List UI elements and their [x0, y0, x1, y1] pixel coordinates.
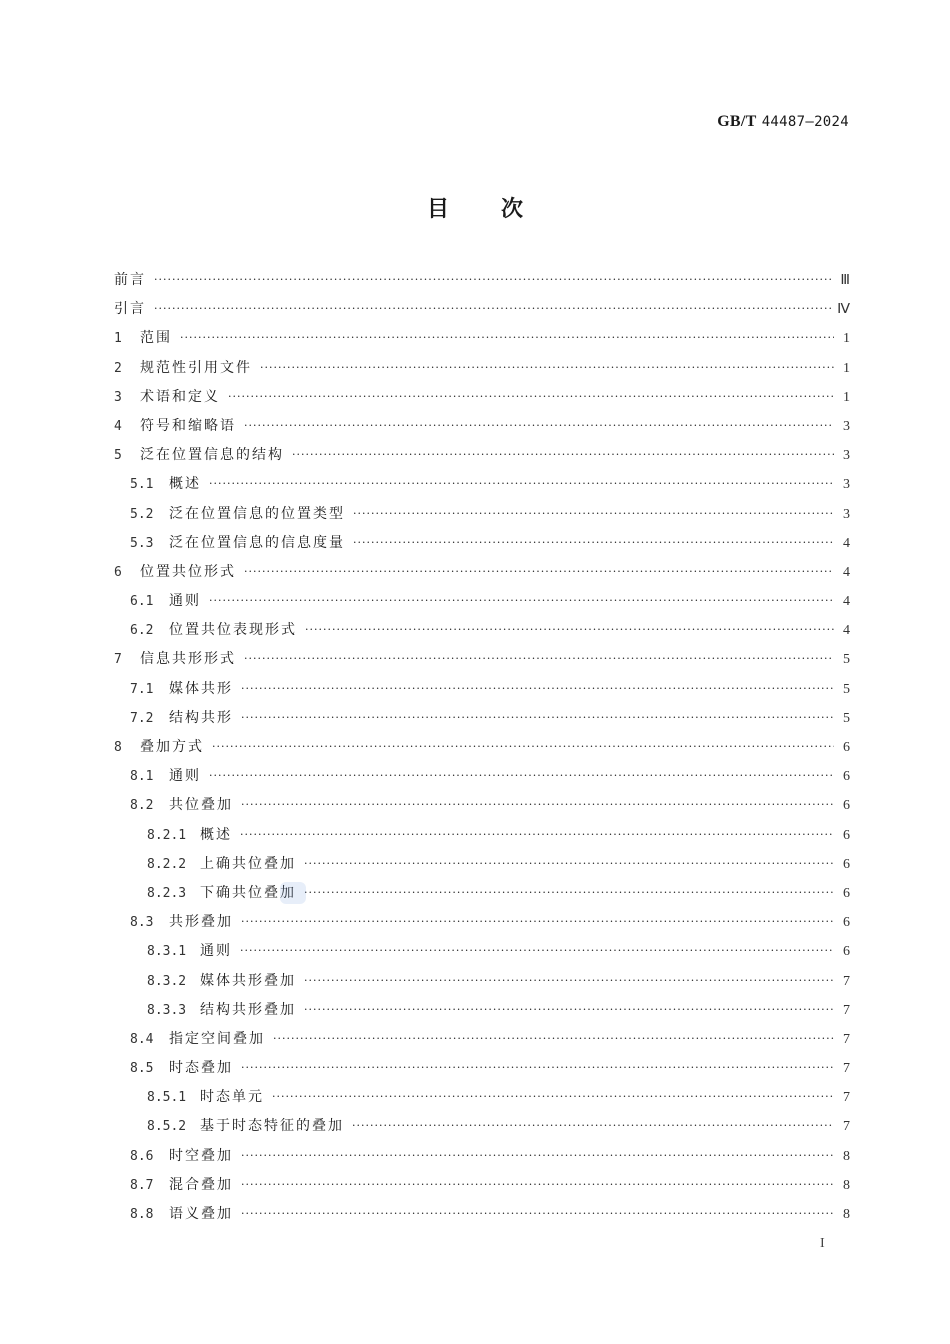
- toc-entry-page: 7: [843, 1061, 850, 1077]
- toc-entry[interactable]: [114, 444, 850, 473]
- toc-entry-number: 8.4: [130, 1031, 154, 1047]
- toc-entry-label[interactable]: 语义叠加: [169, 1206, 233, 1222]
- toc-entry[interactable]: [114, 532, 850, 561]
- toc-entry-label[interactable]: 混合叠加: [169, 1176, 233, 1193]
- toc-entry-page: 4: [843, 623, 850, 639]
- toc-entry-label[interactable]: 结构共形叠加: [200, 1001, 296, 1018]
- toc-entry-label[interactable]: 下确共位叠加: [200, 884, 296, 901]
- toc-entry-label[interactable]: 通则: [169, 593, 201, 610]
- toc-entry[interactable]: [114, 882, 850, 911]
- toc-entry-number: 7.2: [130, 710, 154, 726]
- toc-entry-label[interactable]: 前言: [114, 272, 146, 288]
- toc-entry-page: 6: [843, 740, 850, 755]
- toc-entry-number: 8.2: [130, 798, 154, 814]
- toc-entry-number: 5.1: [130, 477, 154, 493]
- toc-entry-number: 6.1: [130, 594, 154, 610]
- toc-entry-page: 4: [843, 564, 850, 580]
- toc-entry[interactable]: [114, 824, 850, 853]
- toc-entry[interactable]: [114, 298, 850, 327]
- toc-entry-number: 5.3: [130, 535, 154, 551]
- toc-entry[interactable]: [114, 1174, 850, 1203]
- page-title: 目次: [426, 197, 575, 222]
- toc-entry-page: 5: [843, 681, 850, 697]
- toc-entry[interactable]: [114, 794, 850, 823]
- toc-entry-page: 7: [843, 1002, 850, 1018]
- toc-entry-number: 8: [114, 740, 122, 755]
- toc-entry-number: 8.2.2: [147, 856, 187, 872]
- toc-entry-page: Ⅲ: [840, 273, 850, 288]
- toc-entry[interactable]: [114, 1086, 850, 1115]
- toc-entry-page: 7: [843, 1119, 850, 1135]
- toc-entry[interactable]: [114, 678, 850, 707]
- toc-entry-number: 8.5: [130, 1061, 154, 1077]
- toc-entry-label[interactable]: 符号和缩略语: [140, 417, 236, 434]
- toc-entry-page: 5: [843, 710, 850, 726]
- toc-entry-number: 5: [114, 448, 122, 464]
- toc-entry[interactable]: [114, 357, 850, 386]
- dot-leader: [241, 682, 834, 695]
- toc-entry-page: 3: [843, 418, 850, 434]
- toc-entry-label[interactable]: 泛在位置信息的结构: [140, 447, 284, 464]
- toc-entry-page: 4: [843, 535, 850, 551]
- toc-entry-page: 6: [843, 769, 850, 785]
- toc-entry-label[interactable]: 泛在位置信息的位置类型: [169, 505, 345, 522]
- dot-leader: [244, 419, 834, 432]
- toc-entry-number: 8.2.3: [147, 885, 187, 901]
- toc-entry[interactable]: [114, 765, 850, 794]
- toc-entry-number: 8.3.1: [147, 944, 187, 960]
- toc-entry-number: 1: [114, 331, 122, 347]
- toc-entry-page: Ⅳ: [837, 302, 850, 318]
- dot-leader: [273, 1032, 834, 1045]
- toc-entry[interactable]: [114, 503, 850, 532]
- toc-entry-label[interactable]: 概述: [200, 826, 232, 843]
- toc-entry-number: 7: [114, 652, 122, 668]
- toc-entry-label[interactable]: 叠加方式: [140, 739, 204, 755]
- toc-entry-page: 6: [843, 827, 850, 843]
- toc-entry-number: 2: [114, 360, 122, 376]
- toc-entry-number: 8.3.2: [147, 973, 187, 989]
- toc-entry-label[interactable]: 基于时态特征的叠加: [200, 1118, 344, 1135]
- toc-entry-number: 7.1: [130, 681, 154, 697]
- toc-entry-page: 1: [843, 389, 850, 405]
- dot-leader: [241, 1061, 834, 1074]
- toc-entry-page: 3: [843, 506, 850, 522]
- toc-entry-label[interactable]: 时态叠加: [169, 1060, 233, 1077]
- dot-leader: [352, 1119, 834, 1132]
- dot-leader: [241, 915, 834, 928]
- toc-entry[interactable]: [114, 619, 850, 648]
- toc-entry-number: 5.2: [130, 506, 154, 522]
- toc-entry[interactable]: [114, 648, 850, 677]
- dot-leader: [241, 1149, 834, 1162]
- page-number: I: [820, 1236, 825, 1251]
- toc-entry-number: 8.8: [130, 1207, 154, 1222]
- dot-leader: [241, 1178, 834, 1191]
- toc-entry-page: 1: [843, 331, 850, 347]
- toc-entry[interactable]: [114, 386, 850, 415]
- toc-entry-page: 7: [843, 973, 850, 989]
- toc-entry-label[interactable]: 上确共位叠加: [200, 855, 296, 872]
- toc-entry[interactable]: [114, 940, 850, 969]
- toc-entry-number: 8.1: [130, 769, 154, 785]
- toc-entry-page: 8: [843, 1177, 850, 1193]
- toc-entry[interactable]: [114, 911, 850, 940]
- toc-entry[interactable]: [114, 269, 850, 298]
- toc-entry-number: 8.2.1: [147, 827, 187, 843]
- toc-entry[interactable]: [114, 736, 850, 765]
- dot-leader: [154, 273, 834, 286]
- toc-entry-label[interactable]: 信息共形形式: [140, 651, 236, 668]
- toc-entry-number: 8.3.3: [147, 1002, 187, 1018]
- toc-entry-number: 6: [114, 564, 122, 580]
- toc-entry-label[interactable]: 时空叠加: [169, 1147, 233, 1164]
- toc-entry[interactable]: [114, 853, 850, 882]
- toc-entry-number: 6.2: [130, 623, 154, 639]
- dot-leader: [241, 798, 834, 811]
- dot-leader: [241, 1207, 834, 1220]
- standard-number: 44487—2024: [761, 114, 849, 130]
- toc-entry-label[interactable]: 位置共位形式: [140, 563, 236, 580]
- toc-entry-label[interactable]: 位置共位表现形式: [169, 622, 297, 639]
- dot-leader: [209, 769, 834, 782]
- dot-leader: [209, 477, 834, 490]
- dot-leader: [260, 361, 834, 374]
- toc-entry-label[interactable]: 指定空间叠加: [169, 1030, 265, 1047]
- toc-entry-label[interactable]: 通则: [169, 768, 201, 785]
- toc-entry-page: 6: [843, 915, 850, 931]
- toc-entry-label[interactable]: 时态单元: [200, 1089, 264, 1106]
- toc-entry-page: 7: [843, 1090, 850, 1106]
- toc-entry-page: 6: [843, 885, 850, 901]
- toc-entry-page: 6: [843, 856, 850, 872]
- toc-entry-label[interactable]: 共位叠加: [169, 797, 233, 814]
- toc-entry-label[interactable]: 规范性引用文件: [140, 359, 252, 376]
- toc-entry-label[interactable]: 共形叠加: [169, 914, 233, 931]
- toc-entry[interactable]: [114, 590, 850, 619]
- toc-entry-label[interactable]: 媒体共形: [169, 680, 233, 697]
- dot-leader: [244, 565, 834, 578]
- dot-leader: [154, 302, 831, 315]
- toc-entry-label[interactable]: 通则: [200, 943, 232, 960]
- toc-entry-number: 8.5.2: [147, 1119, 187, 1135]
- toc-entry-page: 6: [843, 944, 850, 960]
- dot-leader: [304, 886, 834, 899]
- dot-leader: [305, 623, 834, 636]
- toc-entry[interactable]: [114, 1203, 850, 1232]
- toc-entry-page: 6: [843, 798, 850, 814]
- dot-leader: [241, 711, 834, 724]
- toc-entry-label[interactable]: 媒体共形叠加: [200, 972, 296, 989]
- dot-leader: [212, 740, 834, 753]
- toc-entry[interactable]: [114, 1145, 850, 1174]
- dot-leader: [272, 1090, 834, 1103]
- dot-leader: [240, 944, 834, 957]
- toc-entry-number: 8.5.1: [147, 1090, 187, 1106]
- toc-entry[interactable]: [114, 707, 850, 736]
- toc-entry[interactable]: [114, 999, 850, 1028]
- toc-entry[interactable]: [114, 1115, 850, 1144]
- toc-entry-label[interactable]: 引言: [114, 301, 146, 318]
- dot-leader: [304, 1003, 834, 1016]
- toc-entry-label[interactable]: 泛在位置信息的信息度量: [169, 534, 345, 551]
- toc-entry[interactable]: [114, 1028, 850, 1057]
- dot-leader: [240, 828, 834, 841]
- dot-leader: [180, 331, 834, 344]
- toc-entry-label[interactable]: 术语和定义: [140, 388, 220, 405]
- toc-entry-page: 3: [843, 477, 850, 493]
- dot-leader: [353, 536, 834, 549]
- standard-code: [717, 112, 849, 131]
- toc-entry-page: 7: [843, 1031, 850, 1047]
- toc-entry-number: 4: [114, 418, 122, 434]
- toc-entry[interactable]: [114, 415, 850, 444]
- toc-entry-number: 8.7: [130, 1177, 154, 1193]
- toc-entry-number: 3: [114, 389, 122, 405]
- toc-entry[interactable]: [114, 1057, 850, 1086]
- watermark-logo: [280, 882, 306, 904]
- toc-entry-number: 8.6: [130, 1148, 154, 1164]
- toc-entry-page: 3: [843, 448, 850, 464]
- toc-entry-page: 1: [843, 360, 850, 376]
- dot-leader: [244, 652, 834, 665]
- dot-leader: [228, 390, 834, 403]
- dot-leader: [304, 857, 834, 870]
- toc-entry-number: 8.3: [130, 915, 154, 931]
- dot-leader: [304, 974, 834, 987]
- standard-prefix: GB/T: [717, 113, 757, 130]
- toc-entry-label[interactable]: 结构共形: [169, 709, 233, 726]
- dot-leader: [353, 507, 834, 520]
- toc-entry[interactable]: [114, 561, 850, 590]
- toc-entry-page: 8: [843, 1207, 850, 1222]
- toc-entry[interactable]: [114, 327, 850, 356]
- toc-entry-page: 5: [843, 652, 850, 668]
- toc-entry-page: 8: [843, 1148, 850, 1164]
- toc-entry-label[interactable]: 范围: [140, 330, 172, 347]
- toc-entry[interactable]: [114, 473, 850, 502]
- table-of-contents: [114, 269, 850, 1232]
- toc-entry[interactable]: [114, 970, 850, 999]
- toc-entry-page: 4: [843, 594, 850, 610]
- toc-entry-label[interactable]: 概述: [169, 476, 201, 493]
- dot-leader: [292, 448, 834, 461]
- dot-leader: [209, 594, 834, 607]
